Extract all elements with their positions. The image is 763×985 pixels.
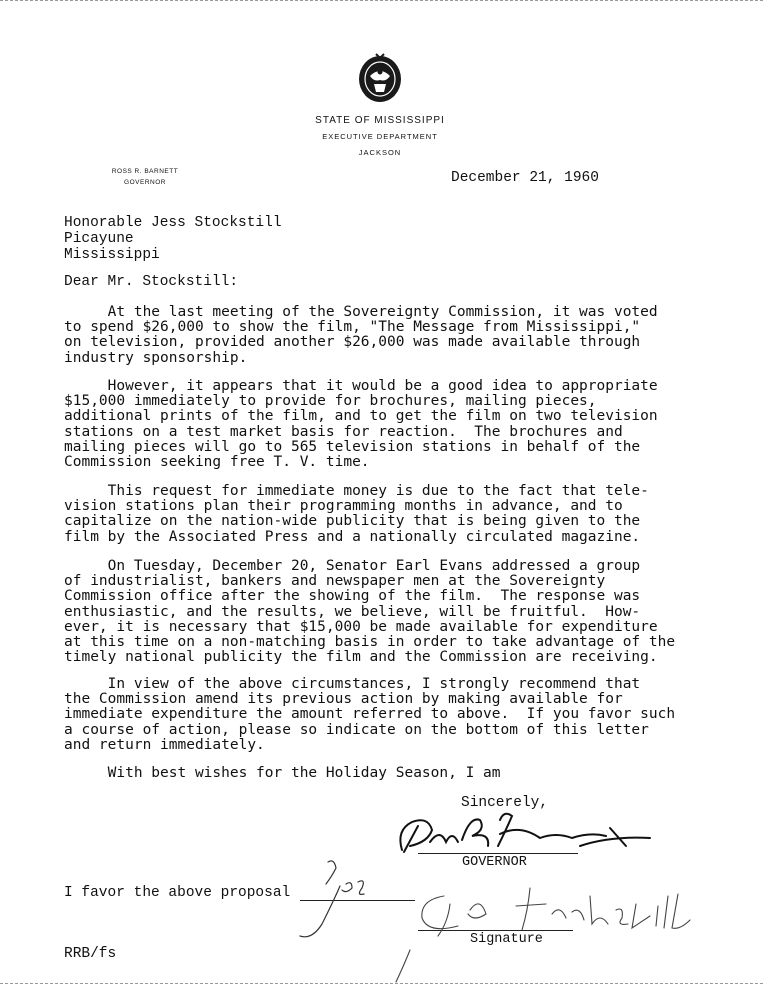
letterhead-city: JACKSON [358,148,402,157]
letterhead-department: EXECUTIVE DEPARTMENT [322,132,438,141]
governor-name: ROSS R. BARNETT [111,168,179,175]
approval-signature-label: Signature [470,932,543,947]
salutation: Dear Mr. Stockstill: [64,274,239,290]
approval-signature-line [418,930,573,931]
letterhead-state: STATE OF MISSISSIPPI [315,115,445,126]
governor-signature-icon [400,814,650,852]
closing-sincerely: Sincerely, [461,795,549,811]
approval-answer-line [300,900,415,901]
body-paragraph-3: This request for immediate money is due to the fact that tele- vision stations plan their programming months in advance, and to capitalize on the nation-wide publicity that is being given to the film by the Associated Press and a nationally circulated magazine. [64,483,649,545]
governor-block [100,166,190,188]
stockstill-signature-icon [396,888,690,982]
recipient-state: Mississippi [64,247,160,263]
recipient-address [64,215,282,263]
recipient-name: Honorable Jess Stockstill [64,215,282,231]
approval-yes-icon [300,861,364,937]
body-paragraph-1: At the last meeting of the Sovereignty Commission, it was voted to spend $26,000 to show the film, "The Message from Mississippi," on television, provided another $26,000 was made available through industry sponsorship. [64,304,658,366]
governor-title: GOVERNOR [124,179,166,186]
body-paragraph-5: In view of the above circumstances, I strongly recommend that the Commission amend its previous action by making available for immediate expenditure the amount referred to above. If you favor such a course of action, please so indicate on the bottom of this letter and return immediately. [64,676,676,753]
body-paragraph-4: On Tuesday, December 20, Senator Earl Evans addressed a group of industrialist, bankers and newspaper men at the Sovereignty Commission office after the showing of the film. The response was enthusiastic, and the results, we believe, will be fruitful. How- ever, it is necessary that $15,000 be made available for expenditure at this time on a non-matching basis in order to take advantage of the timely national publicity the film and the Commission are receiving. [64,558,676,666]
top-edge-divider [0,0,763,1]
bottom-edge-divider [0,983,763,984]
body-paragraph-2: However, it appears that it would be a good idea to appropriate $15,000 immediately to provide for brochures, mailing pieces, additional prints of the film, and to get the film on two television stations on a test market basis for reaction. The brochures and mailing pieces will go to 565 television stations in behalf of the Commission seeking free T. V. time. [64,378,658,471]
letter-date: December 21, 1960 [451,170,599,186]
state-seal-icon [356,52,404,104]
typist-initials: RRB/fs [64,946,117,962]
body-paragraph-6: With best wishes for the Holiday Season, I am [64,765,501,781]
approval-label: I favor the above proposal [64,885,291,901]
governor-signature-line [418,853,578,854]
closing-governor-title: GOVERNOR [462,855,527,870]
recipient-city: Picayune [64,231,134,247]
